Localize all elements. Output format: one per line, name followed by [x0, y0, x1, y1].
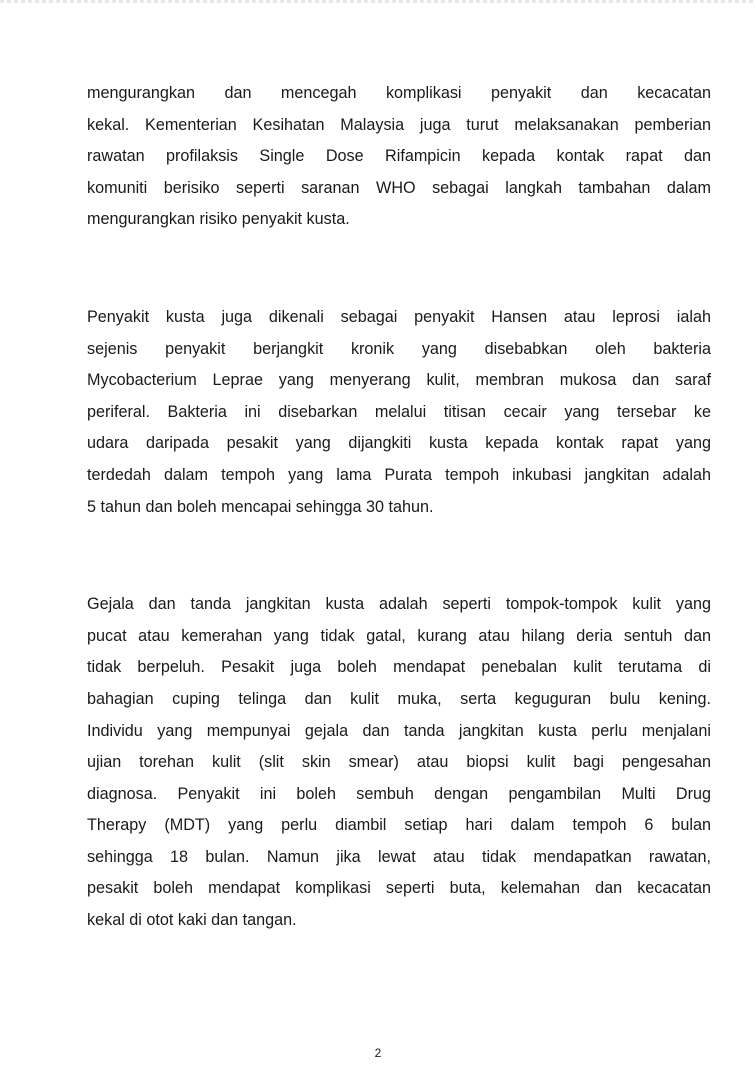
text-line: kekal. Kementerian Kesihatan Malaysia juga turut melaksanakan pemberian [87, 115, 711, 134]
text-line: pucat atau kemerahan yang tidak gatal, kurang atau hilang deria sentuh dan [87, 626, 711, 645]
text-line: ujian torehan kulit (slit skin smear) atau biopsi kulit bagi pengesahan [87, 753, 711, 772]
text-line: komuniti berisiko seperti saranan WHO sebagai langkah tambahan dalam [87, 178, 711, 197]
text-line: sehingga 18 bulan. Namun jika lewat atau tidak mendapatkan rawatan, [87, 847, 711, 866]
text-line: mengurangkan dan mencegah komplikasi penyakit dan kecacatan [87, 84, 711, 102]
text-line: diagnosa. Penyakit ini boleh sembuh dengan pengambilan Multi Drug [87, 784, 711, 803]
text-line: periferal. Bakteria ini disebarkan melalui titisan cecair yang tersebar ke [87, 402, 711, 421]
text-line: Individu yang mempunyai gejala dan tanda jangkitan kusta perlu menjalani [87, 721, 711, 740]
text-line: 5 tahun dan boleh mencapai sehingga 30 tahun. [87, 497, 434, 516]
text-line: bahagian cuping telinga dan kulit muka, serta keguguran bulu kening. [87, 689, 711, 708]
paragraph-3 [87, 589, 711, 937]
text-line: pesakit boleh mendapat komplikasi seperti buta, kelemahan dan kecacatan [87, 879, 711, 898]
text-line: tidak berpeluh. Pesakit juga boleh mendapat penebalan kulit terutama di [87, 658, 711, 677]
text-line: kekal di otot kaki dan tangan. [87, 911, 297, 930]
text-line: Therapy (MDT) yang perlu diambil setiap hari dalam tempoh 6 bulan [87, 816, 711, 835]
text-line: Penyakit kusta juga dikenali sebagai penyakit Hansen atau leprosi ialah [87, 307, 711, 326]
text-line: rawatan profilaksis Single Dose Rifampicin kepada kontak rapat dan [87, 147, 711, 166]
paragraph-2 [87, 302, 711, 523]
text-line: udara daripada pesakit yang dijangkiti kusta kepada kontak rapat yang [87, 434, 711, 453]
text-line: mengurangkan risiko penyakit kusta. [87, 210, 350, 229]
text-line: Mycobacterium Leprae yang menyerang kulit, membran mukosa dan saraf [87, 371, 711, 390]
document-page [87, 78, 711, 937]
text-line: Gejala dan tanda jangkitan kusta adalah seperti tompok-tompok kulit yang [87, 595, 711, 614]
page-number: 2 [374, 1046, 382, 1060]
text-line: sejenis penyakit berjangkit kronik yang disebabkan oleh bakteria [87, 339, 711, 358]
page-top-edge [0, 0, 756, 3]
text-line: terdedah dalam tempoh yang lama Purata tempoh inkubasi jangkitan adalah [87, 465, 711, 484]
paragraph-1 [87, 78, 711, 236]
